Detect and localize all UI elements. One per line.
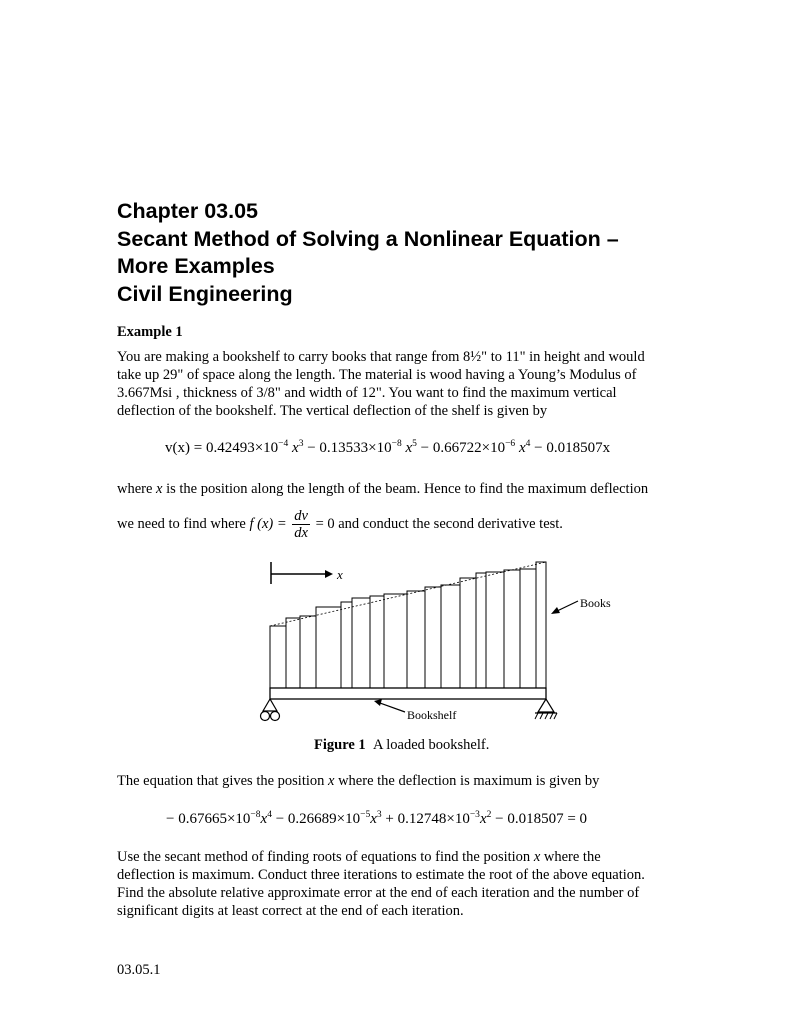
eq-term: − 0.67665×10 [166,811,251,827]
paragraph-line: You are making a bookshelf to carry books that range from 8½" to 11" in height and would [117,349,645,365]
eq-term: − 0.13533×10 [303,440,392,456]
page-number: 03.05.1 [117,962,161,978]
eq-power: 5 [412,439,417,449]
caption-text: A loaded bookshelf. [372,737,490,753]
book [407,591,425,688]
deflection-equation [165,440,610,457]
book [486,572,504,688]
figure-caption [314,736,489,754]
eq-var: x [518,440,526,456]
book [520,569,536,688]
book [441,585,460,688]
paragraph-line: deflection of the bookshelf. The vertical deflection of the shelf is given by [117,403,548,419]
fixed-support-icon [535,699,557,719]
eq-exponent: −5 [360,810,371,820]
paragraph-line: significant digits at least correct at the end of each iteration. [117,903,464,919]
fraction-numerator: dv [294,508,308,524]
text-run: and conduct the second derivative test. [334,515,563,532]
math-var: x [156,481,163,497]
text-run: we need to find where [117,515,250,532]
book [384,594,407,688]
text-run: where [117,481,157,497]
eq-var: x [260,811,268,827]
chapter-subtitle: Civil Engineering [117,281,293,306]
eq-term: − 0.018507 = 0 [491,811,588,827]
text-run: where the [540,849,601,865]
eq-var: x [370,811,377,827]
eq-power: 2 [486,810,492,820]
math-var: x [328,773,335,789]
books-label: Books [580,596,611,610]
eq-exponent: −8 [391,439,402,449]
eq-var: x [405,440,413,456]
paragraph-line: 3.667Msi , thickness of 3/8" and width of 12". You want to find the maximum vertical [117,385,617,401]
eq-var: x [479,811,487,827]
paragraph-line [117,848,717,866]
shelf-pointer [380,703,405,712]
eq-power: 3 [376,810,382,820]
eq-exponent: −6 [505,439,516,449]
derivative-fraction [292,508,310,541]
book [504,570,520,688]
math-expression: f (x) = [249,515,291,532]
pin-support-icon [263,699,277,711]
text-run: = 0 [311,515,335,532]
example-heading: Example 1 [117,324,183,340]
where-sentence [117,480,648,498]
eq-term: − 0.018507x [530,440,611,456]
arrow-head-icon [551,607,560,614]
book [341,602,352,688]
x-axis-label: x [337,567,343,582]
eq-power: 4 [267,810,272,820]
task-paragraph [117,848,717,920]
eq-exponent: −3 [469,810,480,820]
chapter-title-line: Secant Method of Solving a Nonlinear Equation – [117,226,619,251]
arrow-head-icon [374,699,382,706]
book [425,587,441,688]
problem-paragraph [117,348,697,420]
paragraph-line: deflection is maximum. Conduct three iterations to estimate the root of the above equation. [117,867,645,883]
book [536,562,546,688]
math-var: x [533,849,541,865]
book [476,573,486,688]
position-sentence [117,772,599,790]
paragraph-line: Find the absolute relative approximate error at the end of each iteration and the number of [117,885,640,901]
eq-term: − 0.66722×10 [416,440,506,456]
text-run: Use the secant method of finding roots of equations to find the position [117,849,534,865]
root-equation [166,811,587,828]
caption-label: Figure 1 [314,737,366,753]
eq-power: 4 [525,439,531,449]
eq-exponent: −8 [250,810,261,820]
text-run: is the position along the length of the beam. Hence to find the maximum deflection [162,481,649,497]
eq-term: − 0.26689×10 [271,811,361,827]
book [316,607,341,688]
derivative-sentence [117,508,563,541]
roller-icon [271,712,280,721]
text-run: The equation that gives the position [117,773,329,789]
eq-exponent: −4 [278,439,289,449]
paragraph-line: take up 29" of space along the length. The material is wood having a Young’s Modulus of [117,367,637,383]
book [300,616,316,688]
book [286,618,300,688]
eq-var: x [292,440,299,456]
chapter-title-line: More Examples [117,254,275,278]
chapter-title [117,198,619,308]
eq-term: + 0.12748×10 [381,811,470,827]
roller-icon [261,712,270,721]
book [370,596,384,688]
arrow-head-icon [325,570,333,578]
eq-term: v(x) = 0.42493×10 [165,440,279,456]
book [270,626,286,688]
chapter-number: Chapter 03.05 [117,199,259,223]
shelf-board [270,688,546,699]
bookshelf-label: Bookshelf [407,708,457,722]
bookshelf-figure [255,552,635,732]
text-run: where the deflection is maximum is given by [334,773,600,789]
eq-power: 3 [298,439,304,449]
book [352,598,370,688]
fraction-denominator: dx [294,525,308,541]
books-group [270,562,546,688]
book [460,578,476,688]
